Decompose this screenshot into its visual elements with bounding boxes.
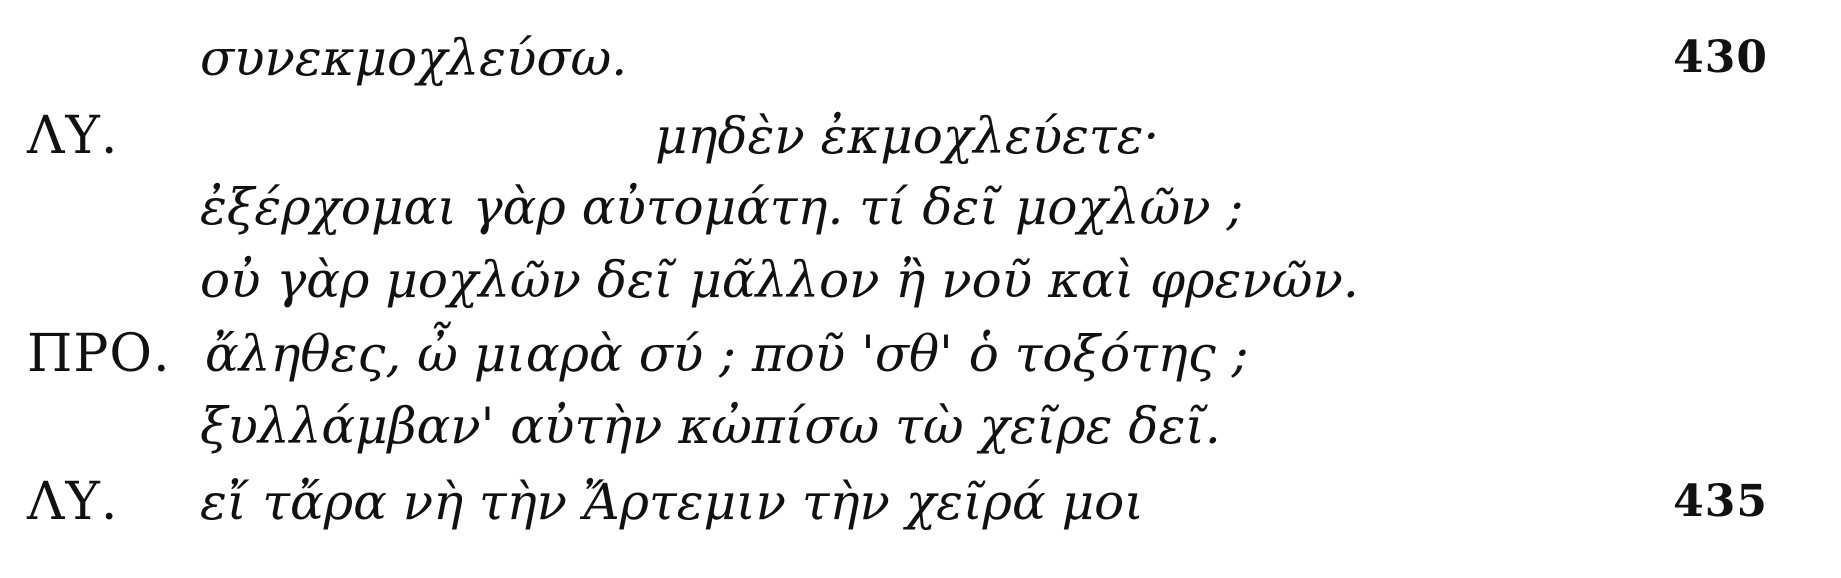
verse-line-430 — [0, 18, 1841, 98]
verse-line — [0, 96, 1841, 176]
verse-line — [0, 386, 1841, 466]
speaker-label: ΠΡΟ. — [27, 324, 171, 384]
verse-text: μηδὲν ἐκμοχλεύετε· — [655, 107, 1160, 165]
verse-text: ἄληθες, ὦ μιαρὰ σύ ; ποῦ 'σθ' ὁ τοξότης ; — [205, 325, 1249, 383]
verse-line — [0, 167, 1841, 247]
verse-line-435 — [0, 462, 1841, 542]
verse-text: συνεκμοχλεύσω. — [200, 29, 628, 87]
verse-text: ξυλλάμβαν' αὐτὴν κὠπίσω τὼ χεῖρε δεῖ. — [200, 397, 1221, 455]
verse-text: οὐ γὰρ μοχλῶν δεῖ μᾶλλον ἢ νοῦ καὶ φρενῶν. — [200, 251, 1359, 309]
speaker-label: ΛΥ. — [27, 472, 119, 532]
verse-line — [0, 314, 1841, 394]
verse-line — [0, 240, 1841, 320]
line-number: 430 — [1673, 32, 1768, 83]
verse-text: εἴ τἄρα νὴ τὴν Ἄρτεμιν τὴν χεῖρά μοι — [200, 473, 1144, 531]
speaker-label: ΛΥ. — [27, 106, 119, 166]
line-number: 435 — [1673, 476, 1768, 527]
verse-text: ἐξέρχομαι γὰρ αὐτομάτη. τί δεῖ μοχλῶν ; — [200, 178, 1244, 236]
